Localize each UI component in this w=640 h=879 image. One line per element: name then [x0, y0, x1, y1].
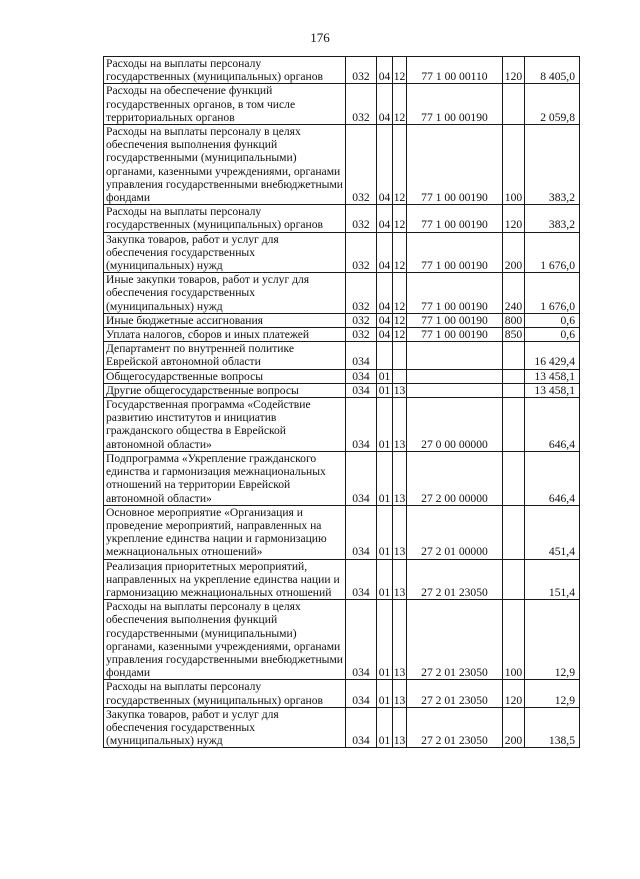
subsection-code: 13	[393, 707, 407, 748]
row-name: Подпрограмма «Укрепление гражданского единства и гармонизация межнациональных отношений на территории Еврейской автономной области»	[104, 451, 346, 505]
section-code: 01	[377, 600, 393, 680]
expense-type-code	[503, 398, 525, 452]
section-code: 04	[377, 328, 393, 342]
amount: 13 458,1	[525, 383, 580, 397]
row-name: Государственная программа «Содействие развитию институтов и инициатив гражданского общества в Еврейской автономной области»	[104, 398, 346, 452]
subsection-code	[393, 369, 407, 383]
program-code: 77 1 00 00190	[407, 313, 503, 327]
expense-type-code: 120	[503, 680, 525, 707]
section-code: 01	[377, 451, 393, 505]
section-code: 04	[377, 273, 393, 314]
expense-type-code: 800	[503, 313, 525, 327]
section-code: 04	[377, 313, 393, 327]
expense-type-code: 120	[503, 57, 525, 84]
program-code: 27 0 00 00000	[407, 398, 503, 452]
amount: 138,5	[525, 707, 580, 748]
subsection-code: 12	[393, 57, 407, 84]
program-code: 77 1 00 00190	[407, 84, 503, 125]
expense-type-code	[503, 342, 525, 369]
subsection-code: 13	[393, 680, 407, 707]
ministry-code: 034	[346, 369, 377, 383]
subsection-code: 13	[393, 505, 407, 559]
program-code	[407, 383, 503, 397]
table-row	[104, 328, 580, 342]
program-code: 77 1 00 00190	[407, 328, 503, 342]
ministry-code: 032	[346, 313, 377, 327]
subsection-code: 12	[393, 84, 407, 125]
table-row	[104, 84, 580, 125]
amount: 646,4	[525, 451, 580, 505]
table-row	[104, 707, 580, 748]
subsection-code: 13	[393, 398, 407, 452]
table-row	[104, 680, 580, 707]
ministry-code: 034	[346, 600, 377, 680]
amount: 646,4	[525, 398, 580, 452]
table-row	[104, 205, 580, 232]
row-name: Расходы на выплаты персоналу в целях обеспечения выполнения функций государственными (муниципальными) органами, казенными учреждениями, органами управления государственными внебюджетными фондами	[104, 600, 346, 680]
ministry-code: 032	[346, 273, 377, 314]
amount: 383,2	[525, 125, 580, 205]
subsection-code: 12	[393, 328, 406, 342]
budget-table	[103, 56, 580, 748]
section-code: 01	[377, 398, 393, 452]
amount: 151,4	[525, 559, 580, 600]
program-code: 27 2 01 23050	[407, 680, 503, 707]
row-name: Общегосударственные вопросы	[104, 369, 346, 383]
row-name: Расходы на выплаты персоналу государственных (муниципальных) органов	[104, 57, 346, 84]
section-code: 01	[377, 680, 393, 707]
amount: 13 458,1	[525, 369, 580, 383]
ministry-code: 032	[346, 232, 377, 273]
table-row	[104, 232, 580, 273]
program-code: 27 2 01 23050	[407, 707, 503, 748]
section-code: 04	[377, 84, 393, 125]
row-name: Реализация приоритетных мероприятий, направленных на укрепление единства нации и гармонизацию межнациональных отношений	[104, 559, 346, 600]
ministry-code: 032	[346, 125, 377, 205]
ministry-code: 032	[346, 205, 377, 232]
expense-type-code	[503, 559, 525, 600]
row-name: Департамент по внутренней политике Еврейской автономной области	[104, 342, 346, 369]
subsection-code: 13	[393, 383, 406, 397]
subsection-code: 12	[393, 232, 407, 273]
table-row	[104, 273, 580, 314]
row-name: Расходы на выплаты персоналу в целях обеспечения выполнения функций государственными (муниципальными) органами, казенными учреждениями, органами управления государственными внебюджетными фондами	[104, 125, 346, 205]
row-name: Основное мероприятие «Организация и проведение мероприятий, направленных на укрепление единства нации и гармонизацию межнациональных отношений»	[104, 505, 346, 559]
subsection-code: 13	[393, 559, 407, 600]
amount: 0,6	[525, 313, 580, 327]
amount: 12,9	[525, 680, 580, 707]
program-code: 27 2 01 00000	[407, 505, 503, 559]
subsection-code: 13	[393, 600, 407, 680]
ministry-code: 034	[346, 559, 377, 600]
program-code: 77 1 00 00190	[407, 273, 503, 314]
expense-type-code: 100	[503, 600, 525, 680]
program-code: 77 1 00 00110	[407, 57, 503, 84]
row-name: Расходы на обеспечение функций государственных органов, в том числе территориальных органов	[104, 84, 346, 125]
expense-type-code: 120	[503, 205, 525, 232]
section-code	[377, 342, 393, 369]
amount: 16 429,4	[525, 342, 580, 369]
ministry-code: 032	[346, 84, 377, 125]
ministry-code: 034	[346, 707, 377, 748]
ministry-code: 034	[346, 451, 377, 505]
subsection-code	[393, 342, 407, 369]
table-row	[104, 125, 580, 205]
ministry-code: 032	[346, 57, 377, 84]
subsection-code: 12	[393, 125, 407, 205]
table-row	[104, 369, 580, 383]
table-row	[104, 559, 580, 600]
ministry-code: 034	[346, 505, 377, 559]
program-code	[407, 342, 503, 369]
ministry-code: 032	[346, 328, 377, 342]
table-row	[104, 505, 580, 559]
subsection-code: 13	[393, 451, 407, 505]
ministry-code: 034	[346, 342, 377, 369]
section-code: 01	[377, 559, 393, 600]
row-name: Закупка товаров, работ и услуг для обеспечения государственных (муниципальных) нужд	[104, 707, 346, 748]
subsection-code: 12	[393, 313, 406, 327]
ministry-code: 034	[346, 398, 377, 452]
row-name: Закупка товаров, работ и услуг для обеспечения государственных (муниципальных) нужд	[104, 232, 346, 273]
program-code: 27 2 01 23050	[407, 600, 503, 680]
table-row	[104, 451, 580, 505]
table-row	[104, 342, 580, 369]
table-row	[104, 383, 580, 397]
subsection-code: 12	[393, 273, 407, 314]
expense-type-code: 240	[503, 273, 525, 314]
expense-type-code	[503, 383, 525, 397]
expense-type-code: 850	[503, 328, 525, 342]
section-code: 01	[377, 369, 393, 383]
row-name: Иные бюджетные ассигнования	[104, 313, 346, 327]
program-code: 27 2 01 23050	[407, 559, 503, 600]
ministry-code: 034	[346, 383, 377, 397]
table-row	[104, 600, 580, 680]
section-code: 04	[377, 125, 393, 205]
expense-type-code	[503, 84, 525, 125]
section-code: 04	[377, 205, 393, 232]
expense-type-code: 200	[503, 707, 525, 748]
row-name: Расходы на выплаты персоналу государственных (муниципальных) органов	[104, 680, 346, 707]
section-code: 01	[377, 707, 393, 748]
row-name: Уплата налогов, сборов и иных платежей	[104, 328, 346, 342]
amount: 451,4	[525, 505, 580, 559]
expense-type-code	[503, 451, 525, 505]
section-code: 01	[377, 383, 393, 397]
amount: 12,9	[525, 600, 580, 680]
row-name: Расходы на выплаты персоналу государственных (муниципальных) органов	[104, 205, 346, 232]
expense-type-code: 200	[503, 232, 525, 273]
row-name: Иные закупки товаров, работ и услуг для обеспечения государственных (муниципальных) нужд	[104, 273, 346, 314]
table-body	[104, 57, 580, 748]
expense-type-code	[503, 505, 525, 559]
amount: 1 676,0	[525, 273, 580, 314]
amount: 8 405,0	[525, 57, 580, 84]
program-code: 77 1 00 00190	[407, 232, 503, 273]
program-code: 77 1 00 00190	[407, 205, 503, 232]
amount: 2 059,8	[525, 84, 580, 125]
program-code	[407, 369, 503, 383]
subsection-code: 12	[393, 205, 407, 232]
program-code: 77 1 00 00190	[407, 125, 503, 205]
expense-type-code: 100	[503, 125, 525, 205]
program-code: 27 2 00 00000	[407, 451, 503, 505]
amount: 0,6	[525, 328, 580, 342]
ministry-code: 034	[346, 680, 377, 707]
section-code: 01	[377, 505, 393, 559]
expense-type-code	[503, 369, 525, 383]
amount: 1 676,0	[525, 232, 580, 273]
table-row	[104, 57, 580, 84]
table-row	[104, 313, 580, 327]
amount: 383,2	[525, 205, 580, 232]
row-name: Другие общегосударственные вопросы	[104, 383, 346, 397]
table-row	[104, 398, 580, 452]
page-number: 176	[310, 30, 330, 45]
section-code: 04	[377, 57, 393, 84]
section-code: 04	[377, 232, 393, 273]
